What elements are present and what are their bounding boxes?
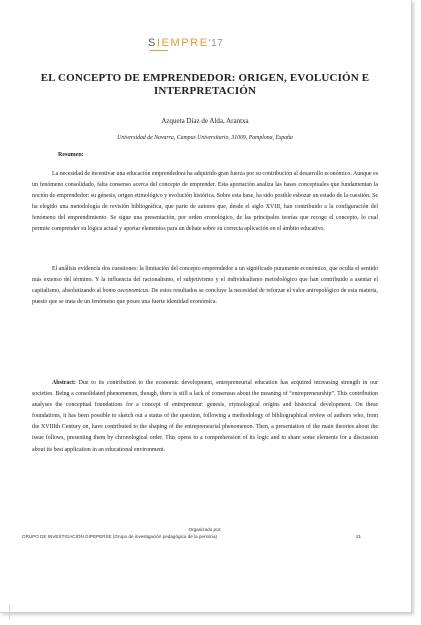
- logo-underline: [150, 50, 168, 51]
- resumen-paragraph-2: El análisis evidencia dos cuestiones: la limitación del concepto emprendedor a un significado puramente económico, que oculta el sentido más extenso del término. Y la influencia del racionalismo, el subjetivismo y el individualismo metodológico que han contribuido a asentar el capitalismo, absolutizando al homo oeconomicus. De estos resultados se concluye la necesidad de reforzar el valor antropológico de esta materia, puesto que se trata de un fenómeno que posee una fuerte identidad económica.: [32, 266, 379, 306]
- page-number: 21: [356, 534, 362, 539]
- abstract-paragraph: Abstract: Due to its contribution to the economic development, entrepreneurial education has acquired increasing strength in our societies. Being a consolidated phenomenon, though, there is still a lack of consensus about the meaning of “entrepreneurship”. This contribution analyses the conceptual foundations for a concept of entrepreneur: genesis, etymological origins and historical development. On these foundations, it has been possible to sketch out a status of the question, following a methodology of bibliographical review of authors who, from the XVIIIth Century on, have contributed to the shaping of the entrepreneurial phenomenon. Then, a presentation of the main theories about the issue follows, presenting them by chronological order. This opens to a comprehension of its logic and to share some elements for a discussion about its best application in an educational environment.: [32, 380, 378, 453]
- footer-organized-by: Organizado por:: [188, 527, 222, 532]
- homo-oeconomicus-term: homo oeconomicus: [102, 288, 149, 295]
- author-name: Azqueta Díaz de Alda, Arantxa: [161, 117, 249, 125]
- resumen-paragraph-1: La necesidad de incentivar una educación emprendedora ha adquirido gran fuerza por su contribución al desarrollo económico. Aunque es un fenómeno consolidado, falta consenso acerca del concepto de emprender. Esta aportación analiza las bases conceptuales que fundamentan la noción de emprendedor: su génesis, origen etimológico y evolución histórica. Sobre esta base, ha sido posible esbozar un estado de la cuestión. Se ha elegido una metodología de revisión bibliográfica, que parte de autores que, desde el siglo XVIII, han contribuido a la configuración del fenómeno del emprendimiento. Se sigue una presentación, por orden cronológico, de las principales teorías que recoge el concepto, lo cual permite comprender su lógica actual y aportar elementos para un debate sobre su correcta aplicación en el ámbito educativo.: [32, 171, 378, 233]
- footer-group: GRUPO DE INVESTIGACIÓN GIPEPERSE (Grupo de investigación pedagógica de la persona): [22, 534, 218, 539]
- author-affiliation: Universidad de Navarra, Campus Universitario, 31009, Pamplona, España: [117, 135, 293, 141]
- abstract-label: Abstract:: [52, 380, 76, 386]
- simpre-logo: SIEMPRE'17: [148, 37, 224, 49]
- resumen-heading: Resumen:: [58, 152, 84, 158]
- paper-title: EL CONCEPTO DE EMPRENDEDOR: ORIGEN, EVOLUCIÓN E INTERPRETACIÓN: [40, 72, 370, 97]
- page-edge-mark: [9, 604, 10, 620]
